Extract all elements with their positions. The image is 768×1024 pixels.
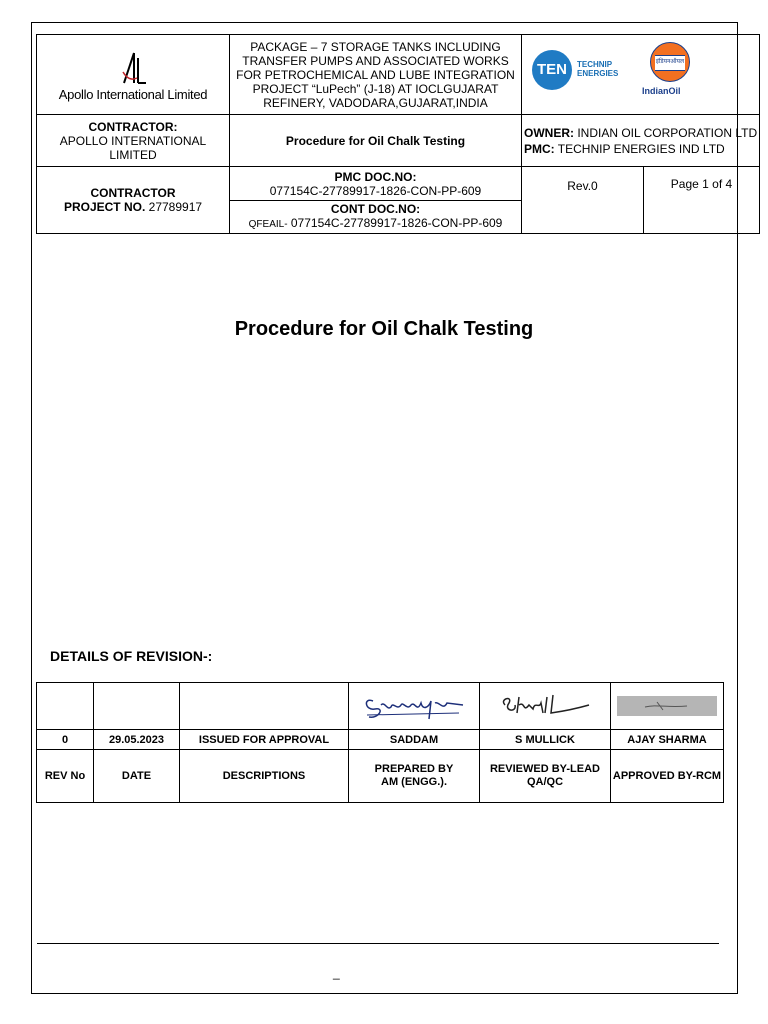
signature-empty-cell	[94, 683, 180, 730]
apollo-logo-cell	[37, 35, 230, 115]
contractor-cell	[37, 115, 230, 167]
page-cell: Page 1 of 4	[644, 167, 760, 234]
indianoil-logo-hindi: इंडियनऑयल	[655, 55, 685, 71]
apollo-logo-text: Apollo International Limited	[58, 86, 208, 102]
ten-word-energies: ENERGIES	[577, 68, 619, 78]
document-header-table	[36, 34, 760, 234]
contractor-label: CONTRACTOR:	[88, 119, 178, 134]
prepared-signature	[359, 689, 469, 723]
indianoil-logo	[650, 42, 690, 82]
rev-cell: Rev.0	[522, 167, 644, 234]
procedure-title-cell: Procedure for Oil Chalk Testing	[230, 115, 522, 167]
prepared-by-value: SADDAM	[349, 730, 480, 750]
cont-doc-label: CONT DOC.NO:	[330, 202, 421, 216]
reviewed-signature	[495, 691, 595, 721]
project-no-label: PROJECT NO.	[63, 200, 146, 214]
date-label: DATE	[94, 750, 180, 803]
owner-pmc-cell	[522, 115, 760, 167]
pmc-doc-value: 077154C-27789917-1826-CON-PP-609	[269, 183, 482, 198]
approved-by-value: AJAY SHARMA	[611, 730, 724, 750]
owner-value: INDIAN OIL CORPORATION LTD	[574, 125, 758, 140]
rev-no-label: REV No	[37, 750, 94, 803]
prepared-by-label-line1: PREPARED BY	[374, 763, 454, 775]
footer-divider	[37, 943, 719, 944]
revision-heading: DETAILS OF REVISION-:	[50, 648, 213, 664]
revision-label-row	[37, 750, 724, 803]
pmc-value: TECHNIP ENERGIES IND LTD	[554, 141, 725, 156]
package-description: PACKAGE – 7 STORAGE TANKS INCLUDING TRANSFER PUMPS AND ASSOCIATED WORKS FOR PETROCHEMICAL AND LUBE INTEGRATION PROJECT “LuPech” (J-18) AT IOCLGUJARAT REFINERY, VADODARA,GUJARAT,INDIA	[230, 35, 522, 115]
owner-label: OWNER:	[524, 125, 574, 140]
reviewed-by-label-line2: QA/QC	[526, 776, 564, 788]
client-logos-cell	[522, 35, 760, 115]
ten-word-technip: TECHNIP	[577, 59, 613, 69]
date-value: 29.05.2023	[94, 730, 180, 750]
prepared-signature-cell	[349, 683, 480, 730]
approved-by-label: APPROVED BY-RCM	[611, 750, 724, 803]
contractor-project-label: CONTRACTOR	[90, 186, 176, 200]
approved-signature-cell	[611, 683, 724, 730]
signature-empty-cell	[180, 683, 349, 730]
apollo-logo-icon	[121, 52, 147, 84]
cont-doc-cell	[230, 201, 522, 234]
reviewed-by-label	[480, 750, 611, 803]
contractor-name: APOLLO INTERNATIONAL LIMITED	[59, 133, 207, 162]
reviewed-signature-cell	[480, 683, 611, 730]
contractor-project-cell	[37, 167, 230, 234]
reviewed-by-value: S MULLICK	[480, 730, 611, 750]
prepared-by-label-line2: AM (ENGG.).	[381, 776, 447, 788]
cont-doc-value: 077154C-27789917-1826-CON-PP-609	[287, 216, 503, 230]
pmc-label: PMC:	[524, 141, 555, 156]
signature-empty-cell	[37, 683, 94, 730]
descriptions-label: DESCRIPTIONS	[180, 750, 349, 803]
ten-logo: TEN	[532, 50, 572, 90]
ten-logo-wordmark	[577, 60, 618, 78]
prepared-by-label	[349, 750, 480, 803]
description-value: ISSUED FOR APPROVAL	[180, 730, 349, 750]
document-title: Procedure for Oil Chalk Testing	[234, 318, 534, 340]
signature-row	[37, 683, 724, 730]
footer-mark: _	[333, 966, 340, 980]
pmc-doc-cell	[230, 167, 522, 201]
cont-doc-prefix: QFEAIL-	[248, 219, 288, 230]
reviewed-by-label-line1: REVIEWED BY-LEAD	[489, 763, 600, 775]
pmc-doc-label: PMC DOC.NO:	[334, 169, 417, 184]
rev-no-value: 0	[37, 730, 94, 750]
approved-signature	[617, 696, 717, 716]
project-no-value: 27789917	[145, 200, 203, 214]
revision-data-row	[37, 730, 724, 750]
indianoil-logo-text: IndianOil	[642, 85, 681, 96]
revision-table	[36, 682, 724, 803]
